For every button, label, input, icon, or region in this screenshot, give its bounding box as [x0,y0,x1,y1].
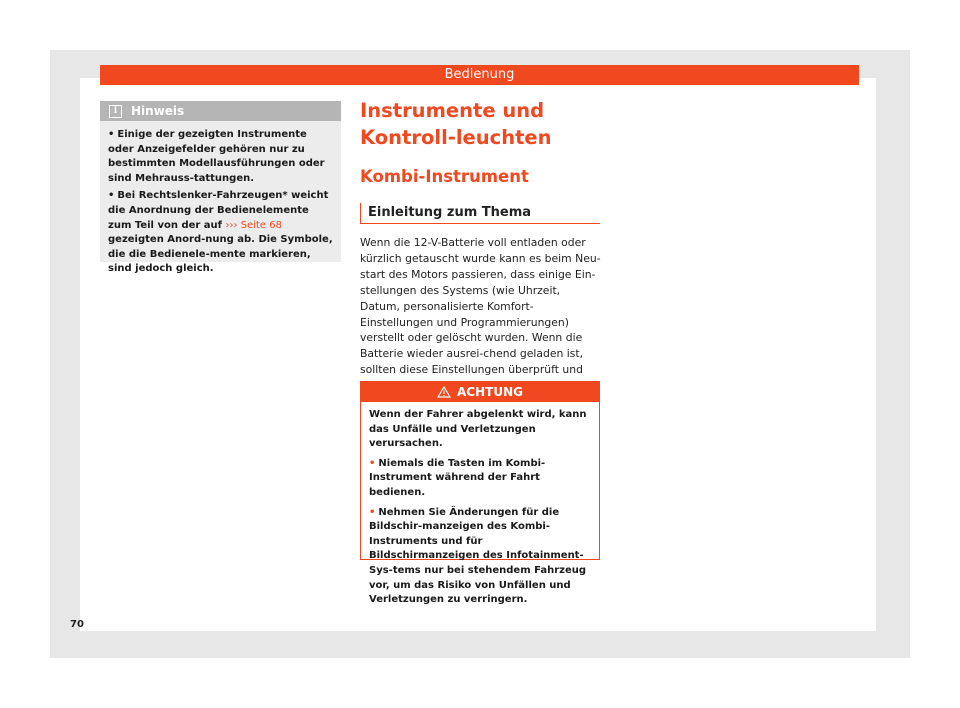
note-item: • Bei Rechtslenker-Fahrzeugen* weicht die Anordnung der Bedienelemente zum Teil von der auf ››› Seite 68 gezeigten Anord-nung ab. Die Symbole, die die Bedienele-mente markieren, sind jedoch gleich. [108,190,333,275]
subsection-rule [360,223,600,224]
section-title: Kombi-Instrument [360,167,529,186]
warning-box [360,381,600,606]
note-body [100,121,341,277]
warning-body [361,402,599,608]
page-link[interactable]: ››› Seite 68 [225,219,282,231]
bullet-icon: • [108,129,115,140]
body-text [360,235,602,394]
intro-paragraph: Wenn die 12-V-Batterie voll entladen oder kürzlich getauscht wurde kann es beim Neu-start des Motors passieren, dass einige Ein-stellungen des Systems (wie Uhrzeit, Datum, personalisierte Komfort-Einstellungen und Programmierungen) verstellt oder gelöscht wurden. Wenn die Batterie wieder ausrei-chend geladen ist, sollten diese Einstellungen überprüft und [360,236,601,377]
info-icon: i [109,105,122,118]
page-title: Instrumente und Kontroll-leuchten [360,99,552,149]
note-header [100,101,341,121]
bullet-icon: • [369,506,376,518]
note-item: • Einige der gezeigten Instrumente oder Anzeigefelder gehören nur zu bestimmten Modellausführungen oder sind Mehrauss-tattungen. [108,129,325,184]
note-box [100,101,341,275]
bullet-icon: • [108,190,115,202]
page-number: 70 [70,619,84,630]
warning-triangle-icon [437,386,451,398]
warning-title: ACHTUNG [457,385,523,399]
bullet-icon: • [369,457,376,469]
subsection-title: Einleitung zum Thema [360,203,599,223]
warning-item: • Niemals die Tasten im Kombi-Instrument während der Fahrt bedienen. [369,457,546,498]
warning-header [361,382,599,402]
note-title: Hinweis [131,104,185,118]
warning-item: • Nehmen Sie Änderungen für die Bildschir-manzeigen des Kombi-Instruments und für Bildschirmanzeigen des Infotainment-Sys-tems nur bei stehendem Fahrzeug vor, um das Risiko von Unfällen und Verletzungen zu verringern. [369,506,587,606]
warning-intro: Wenn der Fahrer abgelenkt wird, kann das Unfälle und Verletzungen verursachen. [369,409,587,450]
section-header: Bedienung [100,65,859,85]
